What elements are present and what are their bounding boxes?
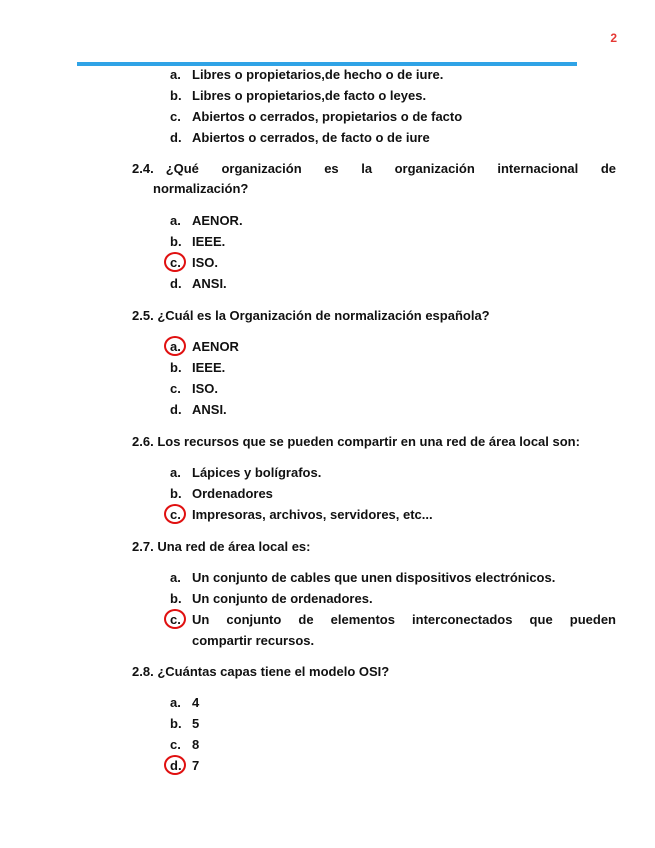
option-item bbox=[170, 567, 616, 588]
option-text: Lápices y bolígrafos. bbox=[192, 465, 322, 480]
option-item bbox=[170, 378, 616, 399]
option-letter: a. bbox=[170, 570, 181, 585]
question-2-7 bbox=[132, 537, 616, 557]
option-item bbox=[170, 85, 616, 106]
option-text: Un conjunto de ordenadores. bbox=[192, 591, 373, 606]
option-text: AENOR bbox=[192, 339, 239, 354]
question-number: 2.4. bbox=[132, 161, 154, 176]
option-item bbox=[170, 713, 616, 734]
option-letter: a. bbox=[170, 339, 181, 354]
option-item bbox=[170, 399, 616, 420]
question-text-line1: ¿Qué organización es la organización internacional de bbox=[165, 161, 616, 176]
option-text: ISO. bbox=[192, 255, 219, 270]
question-number: 2.6. bbox=[132, 434, 154, 449]
page-number: 2 bbox=[610, 31, 617, 45]
option-letter: c. bbox=[170, 612, 181, 627]
option-text: ANSI. bbox=[192, 276, 227, 291]
option-letter: c. bbox=[170, 381, 181, 396]
option-text: ANSI. bbox=[192, 402, 227, 417]
option-letter: a. bbox=[170, 465, 181, 480]
question-text: Los recursos que se pueden compartir en una red de área local son: bbox=[157, 434, 580, 449]
option-list-2-8 bbox=[170, 692, 616, 776]
option-text: 7 bbox=[192, 758, 200, 773]
option-letter: c. bbox=[170, 737, 181, 752]
option-item bbox=[170, 462, 616, 483]
option-letter: d. bbox=[170, 276, 182, 291]
option-item bbox=[170, 357, 616, 378]
option-letter: b. bbox=[170, 716, 182, 731]
option-letter: a. bbox=[170, 67, 181, 82]
option-text: AENOR. bbox=[192, 213, 243, 228]
option-text: Libres o propietarios,de facto o leyes. bbox=[192, 88, 427, 103]
option-item bbox=[170, 755, 616, 776]
option-item bbox=[170, 231, 616, 252]
option-letter: d. bbox=[170, 758, 182, 773]
option-list-2-7 bbox=[170, 567, 616, 651]
option-letter: d. bbox=[170, 130, 182, 145]
option-item bbox=[170, 588, 616, 609]
option-list-2-5 bbox=[170, 336, 616, 420]
option-list-2-6 bbox=[170, 462, 616, 525]
option-text: IEEE. bbox=[192, 360, 226, 375]
option-text: 4 bbox=[192, 695, 200, 710]
option-item bbox=[170, 734, 616, 755]
option-item bbox=[170, 210, 616, 231]
option-item bbox=[170, 106, 616, 127]
question-number: 2.8. bbox=[132, 664, 154, 679]
option-letter: d. bbox=[170, 402, 182, 417]
option-letter: b. bbox=[170, 360, 182, 375]
option-text: 5 bbox=[192, 716, 200, 731]
question-first-line bbox=[132, 159, 616, 179]
option-text-line2: compartir recursos. bbox=[192, 633, 315, 648]
option-letter: c. bbox=[170, 109, 181, 124]
option-item bbox=[170, 504, 616, 525]
question-number: 2.5. bbox=[132, 308, 154, 323]
option-list-2-4 bbox=[170, 210, 616, 294]
question-text: ¿Cuál es la Organización de normalización española? bbox=[157, 308, 490, 323]
option-letter: b. bbox=[170, 88, 182, 103]
option-text: Abiertos o cerrados, propietarios o de facto bbox=[192, 109, 463, 124]
option-text: 8 bbox=[192, 737, 200, 752]
option-letter: c. bbox=[170, 255, 181, 270]
option-text-line1: Un conjunto de elementos interconectados que pueden bbox=[192, 612, 616, 627]
option-text: Libres o propietarios,de hecho o de iure. bbox=[192, 67, 444, 82]
option-item bbox=[170, 692, 616, 713]
option-item bbox=[170, 64, 616, 85]
option-text: Ordenadores bbox=[192, 486, 273, 501]
option-letter: a. bbox=[170, 695, 181, 710]
option-item bbox=[170, 273, 616, 294]
option-letter: a. bbox=[170, 213, 181, 228]
question-text: Una red de área local es: bbox=[157, 539, 311, 554]
option-text: Abiertos o cerrados, de facto o de iure bbox=[192, 130, 430, 145]
option-text: IEEE. bbox=[192, 234, 226, 249]
option-letter: b. bbox=[170, 591, 182, 606]
option-item bbox=[170, 127, 616, 148]
option-letter: b. bbox=[170, 486, 182, 501]
option-text: Un conjunto de cables que unen dispositivos electrónicos. bbox=[192, 570, 556, 585]
question-2-4 bbox=[132, 159, 616, 199]
option-item bbox=[170, 483, 616, 504]
option-item bbox=[170, 609, 616, 651]
question-text-line2: normalización? bbox=[153, 181, 249, 196]
option-letter: c. bbox=[170, 507, 181, 522]
option-item bbox=[170, 252, 616, 273]
option-letter: b. bbox=[170, 234, 182, 249]
question-2-8 bbox=[132, 662, 616, 682]
option-text: Impresoras, archivos, servidores, etc... bbox=[192, 507, 433, 522]
option-text: ISO. bbox=[192, 381, 219, 396]
question-number: 2.7. bbox=[132, 539, 154, 554]
option-item bbox=[170, 336, 616, 357]
question-text: ¿Cuántas capas tiene el modelo OSI? bbox=[157, 664, 390, 679]
question-2-6 bbox=[132, 432, 616, 452]
question-2-5 bbox=[132, 306, 616, 326]
top-option-list bbox=[170, 64, 616, 148]
